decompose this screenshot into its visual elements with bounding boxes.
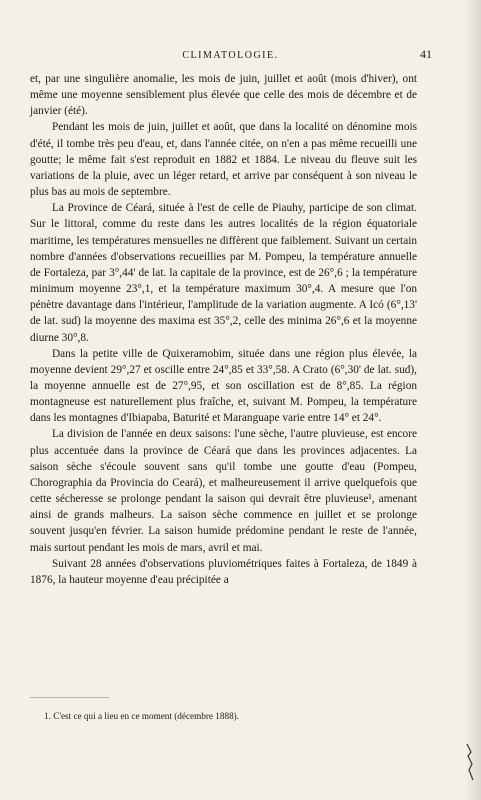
page-number: 41: [420, 47, 432, 61]
body-text: [30, 71, 417, 588]
footnote: 1. C'est ce qui a lieu en ce moment (décembre 1888).: [44, 711, 240, 721]
paragraph-5: La division de l'année en deux saisons: l'une sèche, l'autre pluvieuse, est encore plus accentuée dans la province de Céará que dans les provinces adjacentes. La saison sèche s'écoule souvent sans qu'il tombe une goutte d'eau (Pompeu, Chorographia da Provincia do Ceará), et malheureusement il arrive quelquefois que cette sécheresse se prolonge pendant la saison qui devrait être pluvieuse¹, amenant ainsi de grands malheurs. La saison sèche commence en juillet et se prolonge souvent jusqu'en février. La saison humide prédomine pendant le reste de l'année, mais surtout pendant les mois de mars, avril et mai.: [30, 428, 417, 554]
paragraph-4: Dans la petite ville de Quixeramobim, située dans une région plus élevée, la moyenne devient 29°,27 et oscille entre 24°,85 et 33°,58. A Crato (6°,30' de lat. sud), la moyenne annuelle est de 27°,95, et son oscillation est de 8°,85. La région montagneuse est naturellement plus fraîche, et, suivant M. Pompeu, la température dans les montagnes d'Ibiapaba, Baturité et Maranguape varie entre 14° et 24°.: [30, 347, 417, 425]
footnote-divider: [30, 697, 110, 698]
paragraph-3: La Province de Céará, située à l'est de celle de Piauhy, participe de son climat. Sur le littoral, comme du reste dans les autres localités de la région équatoriale maritime, les températures mensuelles ne diffèrent que faiblement. Suivant un certain nombre d'années d'observations recueillies par M. Pompeu, la température annuelle de Fortaleza, par 3°,44' de lat. la capitale de la province, est de 26°,6 ; la température minimum moyenne 23°,1, et la température maximum 30°,4. A mesure que l'on pénètre davantage dans l'intérieur, l'amplitude de la variation augmente. A Icó (6°,13' de lat. sud) la moyenne des maxima est 35°,2, celle des minima 26°,6 et la moyenne diurne 30°,8.: [30, 202, 417, 344]
paragraph-2: Pendant les mois de juin, juillet et août, que dans la localité on dénomine mois d'été, il tombe très peu d'eau, et, dans l'année citée, on n'en a pas même recueilli une goutte; le même fait s'est reproduit en 1882 et 1884. Le niveau du fleuve suit les variations de la pluie, avec un léger retard, et arrive par conséquent à son niveau le plus bas au mois de septembre.: [30, 121, 417, 199]
paragraph-1: et, par une singulière anomalie, les mois de juin, juillet et août (mois d'hiver), ont même une moyenne sensiblement plus élevée que celle des mois de décembre et de janvier (été).: [30, 73, 417, 118]
running-title: CLIMATOLOGIE.: [182, 50, 279, 61]
binding-edge-mark: [463, 742, 477, 782]
page-edge-shadow: [465, 0, 481, 800]
paragraph-6: Suivant 28 années d'observations pluviométriques faites à Fortaleza, de 1849 à 1876, la hauteur moyenne d'eau précipitée a: [30, 557, 417, 586]
